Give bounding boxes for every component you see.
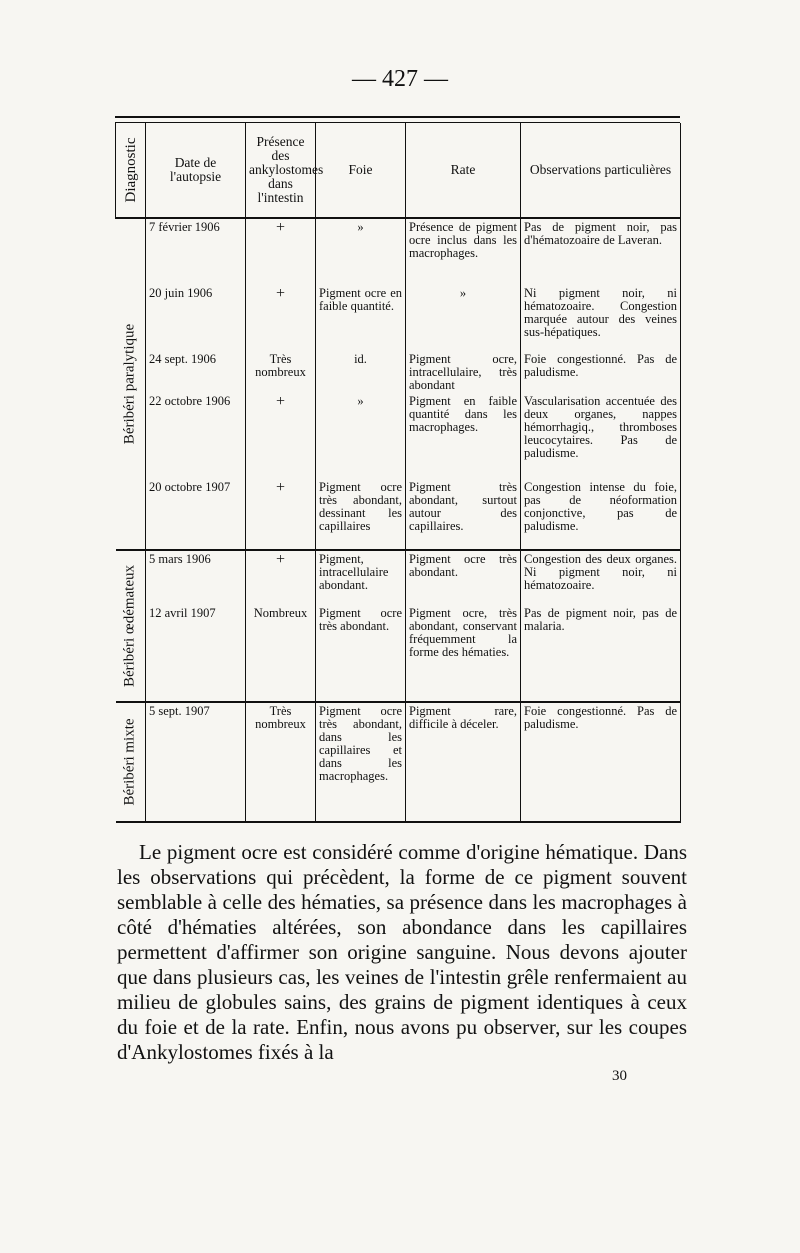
group-mixte xyxy=(116,702,681,822)
header-date: Date de l'autopsie xyxy=(146,123,246,218)
header-observations: Observations particulières xyxy=(521,123,681,218)
foie-column: » Pigment ocre en faible quantité. id. » Pigment ocre très abondant, dessinant les capillaires xyxy=(316,218,406,550)
page-number: — 427 — xyxy=(352,66,448,92)
body-text xyxy=(117,840,687,1065)
table-grid xyxy=(115,123,681,823)
date-column: 7 février 1906 20 juin 1906 24 sept. 1906 22 octobre 1906 20 octobre 1907 xyxy=(146,218,246,550)
presence-column: + Nombreux xyxy=(246,550,316,702)
presence-cell: Très nombreux xyxy=(246,702,316,822)
table-top-rule xyxy=(115,116,680,118)
header-presence: Présence des ankylostomes dans l'intestin xyxy=(246,123,316,218)
header-foie: Foie xyxy=(316,123,406,218)
body-paragraph: Le pigment ocre est considéré comme d'origine hématique. Dans les observations qui précèdent, la forme de ce pigment souvent semblable à celle des hématies, sa présence dans les macrophages à côté d'hématies altérées, son abondance dans les capillaires permettent d'affirmer son origine sanguine. Nous devons ajouter que dans plusieurs cas, les veines de l'intestin grêle renfermaient au milieu de globules sains, des grains de pigment identiques à ceux du foie et de la rate. Enfin, nous avons pu observer, sur les coupes d'Ankylostomes fixés à la xyxy=(117,840,687,1064)
table-header-row xyxy=(116,123,681,218)
group-paralytique xyxy=(116,218,681,550)
group-oedemateux xyxy=(116,550,681,702)
autopsy-table xyxy=(115,116,680,823)
rate-column: Présence de pigment ocre inclus dans les macrophages. » Pigment ocre, intracellulaire, très abondant Pigment en faible quantité dans les macrophages. Pigment très abondant, surtout autour des capillaires. xyxy=(406,218,521,550)
date-column: 5 mars 1906 12 avril 1907 xyxy=(146,550,246,702)
header-diagnostic: Diagnostic xyxy=(116,123,146,218)
observations-cell: Foie congestionné. Pas de paludisme. xyxy=(521,702,681,822)
observations-column: Congestion des deux organes. Ni pigment noir, ni hématozoaire. Pas de pigment noir, pas de malaria. xyxy=(521,550,681,702)
date-cell: 5 sept. 1907 xyxy=(146,702,246,822)
header-rate: Rate xyxy=(406,123,521,218)
rate-cell: Pigment rare, difficile à déceler. xyxy=(406,702,521,822)
group-label-mixte: Béribéri mixte xyxy=(116,702,146,822)
group-label-paralytique: Béribéri paralytique xyxy=(116,218,146,550)
group-label-oedemateux: Béribéri œdémateux xyxy=(116,550,146,702)
rate-column: Pigment ocre très abondant. Pigment ocre, très abondant, conservant fréquemment la forme des hématies. xyxy=(406,550,521,702)
presence-column: + + Très nombreux + + xyxy=(246,218,316,550)
foie-cell: Pigment ocre très abondant, dans les capillaires et dans les macrophages. xyxy=(316,702,406,822)
signature-mark: 30 xyxy=(612,1068,627,1084)
foie-column: Pigment, intracellulaire abondant. Pigment ocre très abondant. xyxy=(316,550,406,702)
observations-column: Pas de pigment noir, pas d'hématozoaire de Laveran. Ni pigment noir, ni hématozoaire. Congestion marquée autour des veines sus-hépatiques. Foie congestionné. Pas de paludisme. Vascularisation accentuée des deux organes, nappes hémorrhagiq., thromboses leucocytaires. Pas de paludisme. Congestion intense du foie, pas de néoformation conjonctive, pas de paludisme. xyxy=(521,218,681,550)
